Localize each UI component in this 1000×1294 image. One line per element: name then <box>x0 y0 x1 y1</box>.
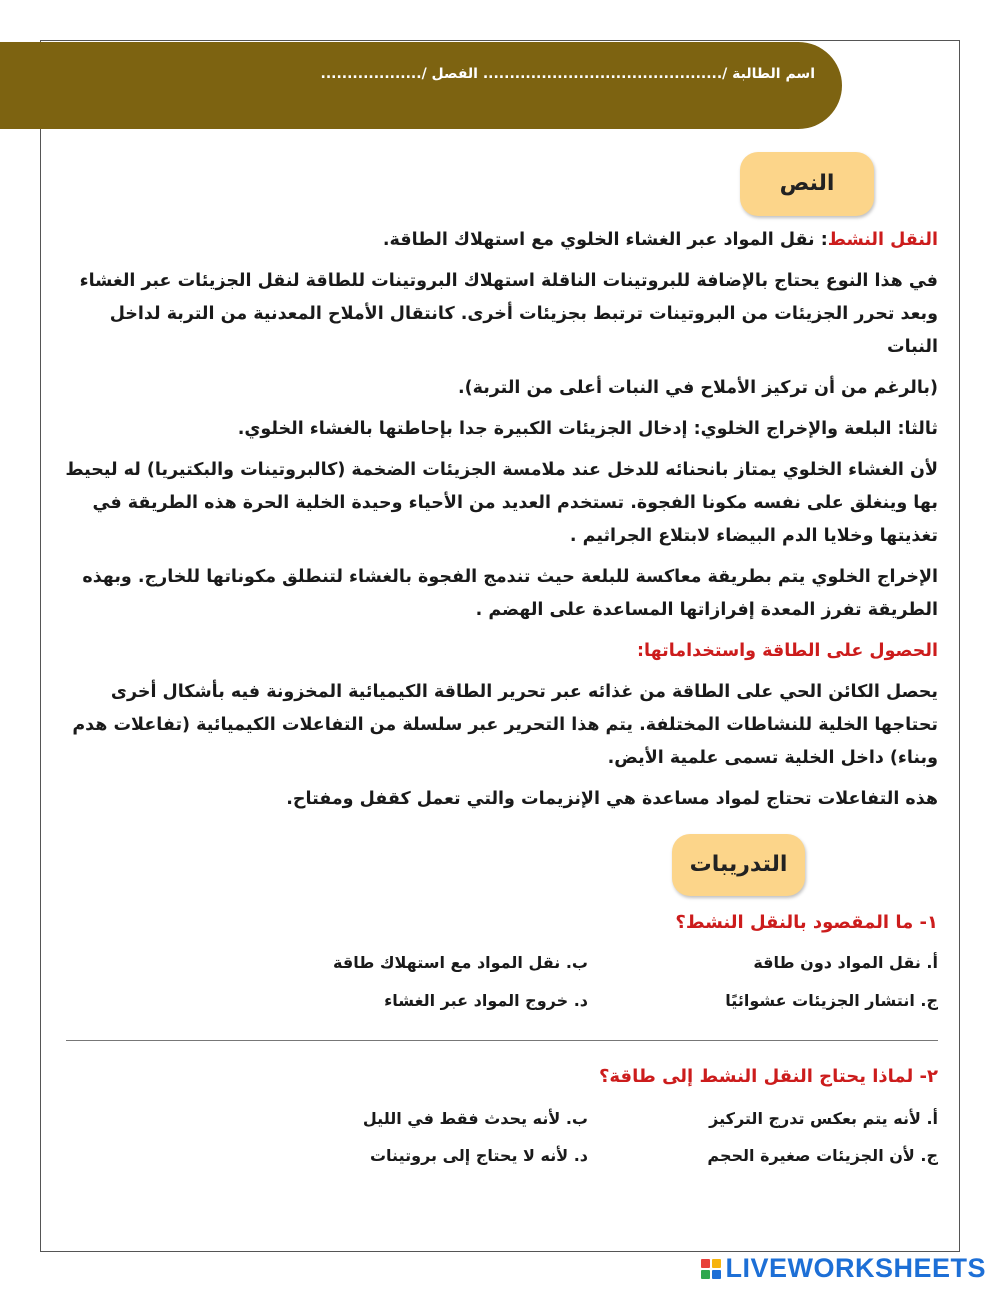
question-2-option-b[interactable]: ب. لأنه يحدث فقط في الليل <box>362 1109 588 1128</box>
liveworksheets-logo <box>701 1253 986 1284</box>
logo-square-green <box>701 1270 710 1279</box>
question-2-title: ٢- لماذا يحتاج النقل النشط إلى طاقة؟ <box>598 1066 938 1087</box>
question-1-option-a[interactable]: أ. نقل المواد دون طاقة <box>753 953 938 972</box>
question-2-option-a[interactable]: أ. لأنه يتم بعكس تدرج التركيز <box>709 1109 938 1128</box>
paragraph-1: في هذا النوع يحتاج بالإضافة للبروتينات الناقلة استهلاك البروتينات للطاقة لنقل الجزيئات عبر الغشاء وبعد تحرر الجزيئات من البروتينات ترتبط بجزيئات أخرى. كانتقال الأملاح المعدنية من التربة لداخل النبات <box>79 271 938 357</box>
active-transport-term: النقل النشط <box>827 230 938 250</box>
liveworksheets-logo-text: LIVEWORKSHEETS <box>725 1253 986 1283</box>
question-1-option-c[interactable]: ج. انتشار الجزيئات عشوائيًا <box>725 991 938 1010</box>
active-transport-definition <box>62 224 938 257</box>
active-transport-def-text: : نقل المواد عبر الغشاء الخلوي مع استهلاك الطاقة. <box>382 230 828 250</box>
student-name-field[interactable]: اسم الطالبة /............................................. الفصل /................... <box>320 66 815 82</box>
paragraph-4: لأن الغشاء الخلوي يمتاز بانحنائه للدخل عند ملامسة الجزيئات الضخمة (كالبروتينات والبكتيريا) له ليحيط بها وينغلق على نفسه مكونا الفجوة. تستخدم العديد من الأحياء وحيدة الخلية الحرة هذه الطريقة في تغذيتها وخلايا الدم البيضاء لابتلاع الجراثيم . <box>65 460 938 546</box>
paragraph-3: ثالثا: البلعة والإخراج الخلوي: إدخال الجزيئات الكبيرة جدا بإحاطتها بالغشاء الخلوي. <box>237 419 938 439</box>
logo-square-red <box>701 1259 710 1268</box>
section-title-text: النص <box>740 152 874 216</box>
question-divider <box>66 1040 938 1041</box>
paragraph-2: (بالرغم من أن تركيز الأملاح في النبات أعلى من التربة). <box>457 378 938 398</box>
question-2-option-c[interactable]: ج. لأن الجزيئات صغيرة الحجم <box>707 1146 938 1165</box>
logo-square-blue <box>712 1270 721 1279</box>
paragraph-5: الإخراج الخلوي يتم بطريقة معاكسة للبلعة حيث تندمج الفجوة بالغشاء لتنطلق مكوناتها للخارج. وبهذه الطريقة تفرز المعدة إفرازاتها المساعدة على الهضم . <box>82 567 938 620</box>
energy-heading: الحصول على الطاقة واستخداماتها: <box>637 641 938 661</box>
header-banner <box>0 42 842 129</box>
liveworksheets-logo-icon <box>701 1259 721 1279</box>
paragraph-6: يحصل الكائن الحي على الطاقة من غذائه عبر تحرير الطاقة الكيميائية المخزونة فيه بأشكال أخرى تحتاجها الخلية للنشاطات المختلفة. يتم هذا التحرير عبر سلسلة من التفاعلات الكيميائية (تفاعلات هدم وبناء) داخل الخلية تسمى علمية الأيض. <box>72 682 938 768</box>
question-1-option-b[interactable]: ب. نقل المواد مع استهلاك طاقة <box>333 953 588 972</box>
reading-passage <box>62 224 938 816</box>
question-1-title: ١- ما المقصود بالنقل النشط؟ <box>675 912 938 933</box>
question-1-option-d[interactable]: د. خروج المواد عبر الغشاء <box>384 991 588 1010</box>
question-2-option-d[interactable]: د. لأنه لا يحتاج إلى بروتينات <box>369 1146 588 1165</box>
paragraph-7: هذه التفاعلات تحتاج لمواد مساعدة هي الإنزيمات والتي تعمل كقفل ومفتاح. <box>286 789 938 809</box>
section-title-exercises: التدريبات <box>672 834 805 896</box>
logo-square-yellow <box>712 1259 721 1268</box>
